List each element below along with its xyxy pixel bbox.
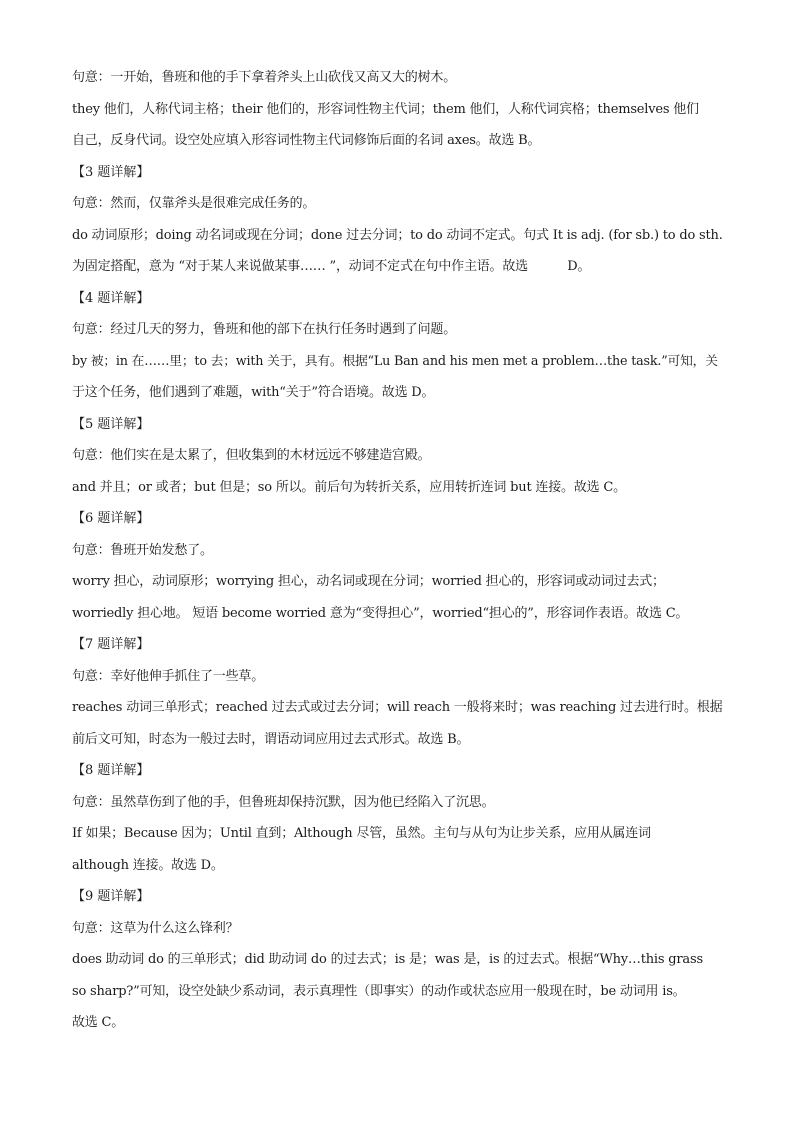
text-line: do 动词原形；doing 动名词或现在分词；done 过去分词；to do 动词不定式。句式 It is adj. (for sb.) to do sth. xyxy=(72,227,723,243)
text-line: so sharp?”可知，设空处缺少系动词，表示真理性（即事实）的动作或状态应用一般现在时，be 动词用 is。 xyxy=(72,983,686,999)
text-line: reaches 动词三单形式；reached 过去式或过去分词；will reach 一般将来时；was reaching 过去进行时。根据 xyxy=(72,700,723,715)
section-heading: 【3 题详解】 xyxy=(72,164,150,180)
text-line: 句意：他们实在是太累了，但收集到的木材远远不够建造宫殿。 xyxy=(72,448,431,463)
text-line: 为固定搭配，意为 “对于某人来说做某事…… ”，动词不定式在句中作主语。故选 D。 xyxy=(72,259,591,274)
section-heading: 【7 题详解】 xyxy=(72,637,150,652)
text-line: worriedly 担心地。 短语 become worried 意为“变得担心”，worried“担心的”，形容词作表语。故选 C。 xyxy=(72,605,689,621)
text-line: 句意：这草为什么这么锋利？ xyxy=(72,920,239,936)
text-line: they 他们，人称代词主格；their 他们的，形容词性物主代词；them 他们，人称代词宾格；themselves 他们 xyxy=(72,101,699,117)
text-line: although 连接。故选 D。 xyxy=(72,857,224,873)
text-line: does 助动词 do 的三单形式；did 助动词 do 的过去式；is 是；was 是，is 的过去式。根据“Why…this grass xyxy=(72,952,703,967)
section-heading: 【6 题详解】 xyxy=(72,511,150,526)
text-line: If 如果；Because 因为；Until 直到；Although 尽管，虽然。主句与从句为让步关系，应用从属连词 xyxy=(72,826,651,841)
text-line: 句意：幸好他伸手抓住了一些草。 xyxy=(72,668,265,684)
document-page xyxy=(72,62,724,1039)
text-line: 前后文可知，时态为一般过去时，谓语动词应用过去式形式。故选 B。 xyxy=(72,731,470,747)
text-line: 句意：虽然草伤到了他的手，但鲁班却保持沉默，因为他已经陷入了沉思。 xyxy=(72,794,495,810)
text-line: 句意：鲁班开始发愁了。 xyxy=(72,542,213,558)
text-line: 故选 C。 xyxy=(72,1015,125,1030)
text-line: 自己，反身代词。设空处应填入形容词性物主代词修饰后面的名词 axes。故选 B。 xyxy=(72,133,541,148)
section-heading: 【4 题详解】 xyxy=(72,290,150,306)
text-line: 句意：经过几天的努力，鲁班和他的部下在执行任务时遇到了问题。 xyxy=(72,322,457,337)
text-line: and 并且；or 或者；but 但是；so 所以。前后句为转折关系，应用转折连词 but 连接。故选 C。 xyxy=(72,479,626,495)
text-line: by 被；in 在……里；to 去；with 关于，具有。根据“Lu Ban and his men met a problem…the task.”可知，关 xyxy=(72,353,718,369)
text-line: worry 担心，动词原形；worrying 担心，动名词或现在分词；worried 担心的，形容词或动词过去式； xyxy=(72,574,665,589)
section-heading: 【8 题详解】 xyxy=(72,763,150,778)
text-line: 句意：然而，仅靠斧头是很难完成任务的。 xyxy=(72,196,316,211)
text-line: 句意：一开始，鲁班和他的手下拿着斧头上山砍伐又高又大的树木。 xyxy=(72,70,457,85)
section-heading: 【9 题详解】 xyxy=(72,889,150,904)
section-heading: 【5 题详解】 xyxy=(72,416,150,432)
text-line: 于这个任务，他们遇到了难题，with“关于”符合语境。故选 D。 xyxy=(72,385,435,400)
